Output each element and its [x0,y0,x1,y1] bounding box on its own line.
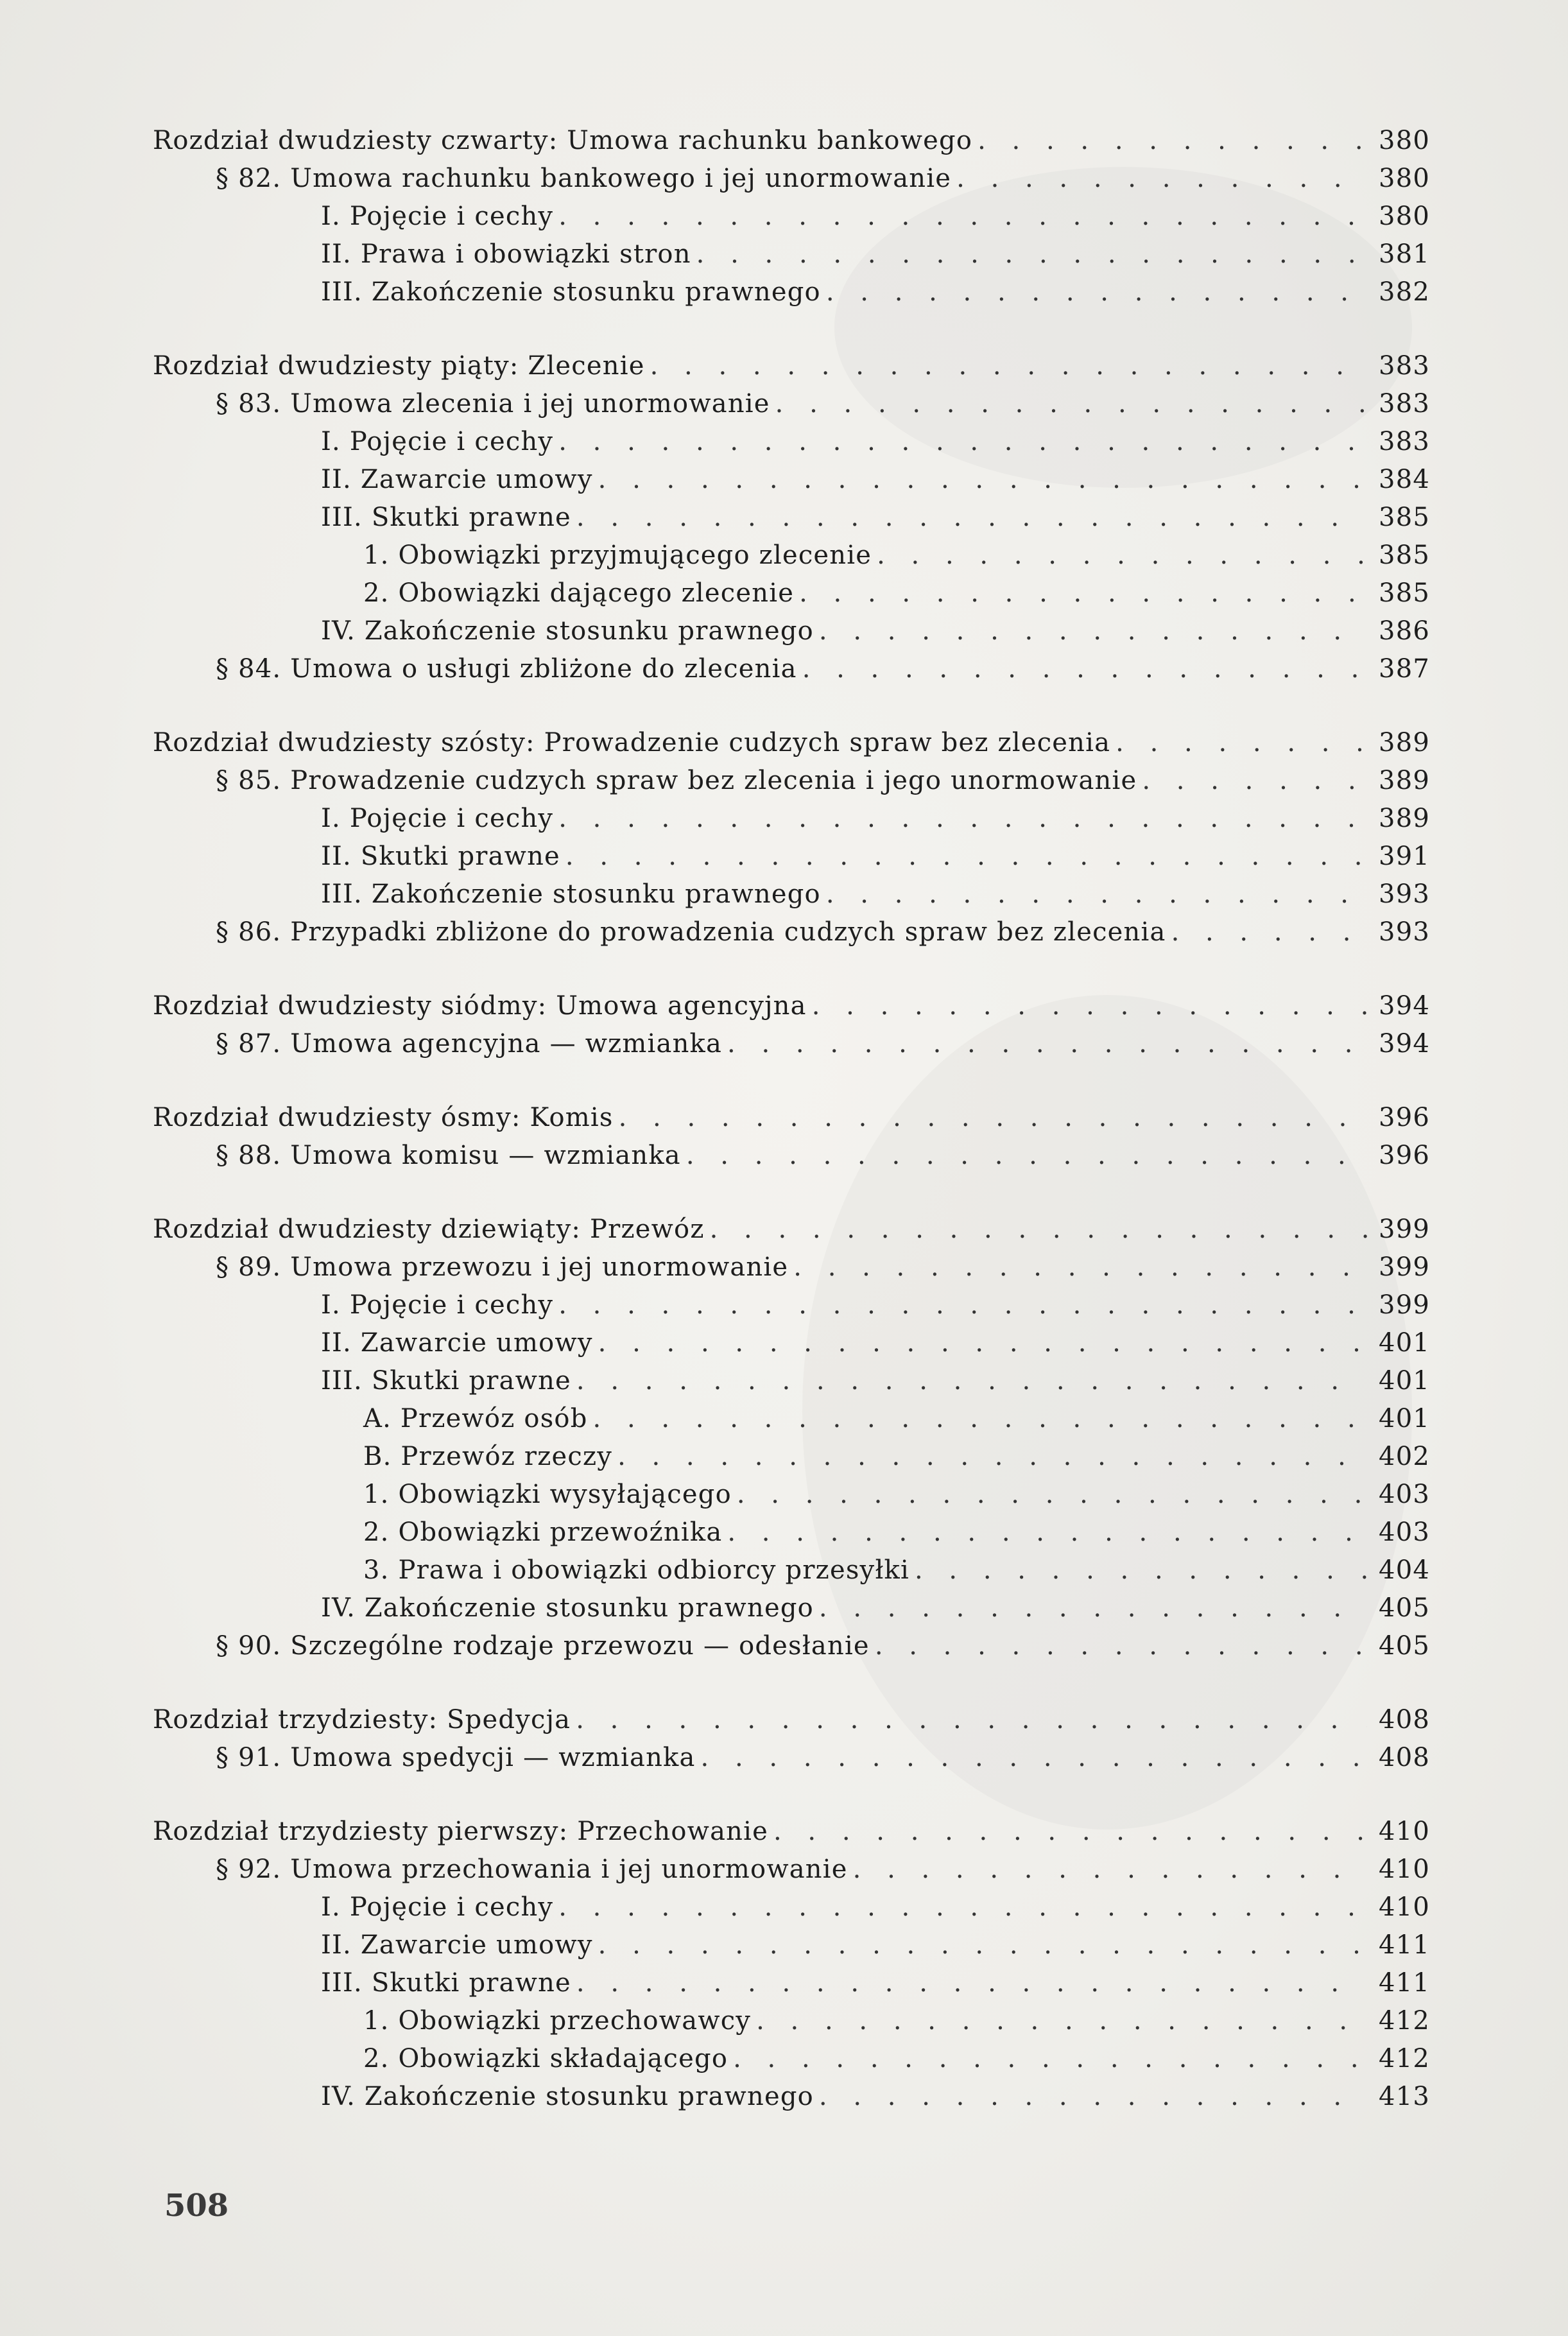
leader-dots [576,1366,1367,1396]
toc-entry-page: 411 [1379,1930,1430,1960]
leader-dots [576,1968,1367,1998]
toc-entry-title: II. Zawarcie umowy [321,465,593,494]
toc-entry-page: 399 [1379,1290,1430,1320]
toc-entry-title: I. Pojęcie i cechy [321,1892,554,1922]
leader-dots [576,503,1367,532]
toc-chapter-entry [153,728,1430,766]
toc-entry [153,465,1430,503]
toc-entry [153,1968,1430,2006]
toc-entry [153,1892,1430,1930]
toc-entry-page: 381 [1379,239,1430,269]
toc-entry [153,2006,1430,2044]
leader-dots [819,2082,1367,2111]
toc-entry [153,1366,1430,1404]
toc-entry-title: Rozdział dwudziesty ósmy: Komis [153,1103,614,1132]
toc-entry-title: § 85. Prowadzenie cudzych spraw bez zlecenia i jego unormowanie [216,766,1137,795]
leader-dots [727,1518,1367,1547]
toc-entry-title: IV. Zakończenie stosunku prawnego [321,2082,814,2111]
leader-dots [819,1593,1367,1623]
toc-entry-page: 408 [1379,1705,1430,1735]
toc-entry-page: 393 [1379,879,1430,909]
leader-dots [875,1631,1367,1661]
toc-entry-page: 386 [1379,616,1430,646]
leader-dots [826,879,1367,909]
toc-entry-page: 396 [1379,1103,1430,1132]
toc-entry-page: 403 [1379,1518,1430,1547]
toc-entry-page: 410 [1379,1855,1430,1884]
toc-entry-title: III. Zakończenie stosunku prawnego [321,277,821,307]
table-of-contents [153,126,1430,2120]
toc-entry [153,2044,1430,2082]
toc-entry-page: 384 [1379,465,1430,494]
leader-dots [978,126,1367,155]
toc-entry [153,1480,1430,1518]
toc-entry [153,1518,1430,1555]
toc-entry-title: II. Zawarcie umowy [321,1328,593,1358]
leader-dots [775,389,1367,419]
toc-entry-title: Rozdział trzydziesty pierwszy: Przechowanie [153,1817,768,1846]
toc-entry-title: I. Pojęcie i cechy [321,804,554,833]
toc-entry [153,1141,1430,1179]
toc-entry-page: 394 [1379,1029,1430,1059]
toc-entry [153,239,1430,277]
toc-entry [153,616,1430,654]
toc-chapter-entry [153,1705,1430,1743]
toc-entry-title: 2. Obowiązki składającego [363,2044,728,2073]
leader-dots [710,1215,1367,1244]
leader-dots [877,541,1367,570]
toc-entry [153,1593,1430,1631]
toc-entry-page: 412 [1379,2044,1430,2073]
toc-entry [153,164,1430,202]
toc-entry-title: Rozdział dwudziesty siódmy: Umowa agencyjna [153,991,807,1021]
toc-entry [153,1328,1430,1366]
toc-entry-title: § 82. Umowa rachunku bankowego i jej unormowanie [216,164,952,193]
toc-entry-page: 380 [1379,126,1430,155]
toc-entry-page: 399 [1379,1252,1430,1282]
toc-entry-title: § 84. Umowa o usługi zbliżone do zlecenia [216,654,797,684]
toc-chapter-entry [153,1103,1430,1141]
toc-entry-page: 401 [1379,1328,1430,1358]
toc-entry-title: I. Pojęcie i cechy [321,427,554,456]
toc-chapter-entry [153,991,1430,1029]
leader-dots [576,1705,1367,1735]
toc-entry-page: 401 [1379,1366,1430,1396]
toc-entry-page: 380 [1379,164,1430,193]
toc-entry-page: 391 [1379,842,1430,871]
toc-entry-title: § 90. Szczególne rodzaje przewozu — odesłanie [216,1631,870,1661]
toc-entry-title: 1. Obowiązki przyjmującego zlecenie [363,541,872,570]
toc-entry-page: 393 [1379,917,1430,947]
toc-entry-title: Rozdział trzydziesty: Spedycja [153,1705,571,1735]
toc-entry [153,389,1430,427]
leader-dots [558,1290,1367,1320]
toc-entry-page: 401 [1379,1404,1430,1433]
leader-dots [812,991,1367,1021]
toc-chapter-entry [153,1817,1430,1855]
leader-dots [686,1141,1367,1170]
toc-entry [153,1631,1430,1669]
toc-entry-page: 389 [1379,804,1430,833]
toc-entry-title: Rozdział dwudziesty szósty: Prowadzenie cudzych spraw bez zlecenia [153,728,1111,757]
toc-entry-title: 3. Prawa i obowiązki odbiorcy przesyłki [363,1555,909,1585]
toc-entry [153,1930,1430,1968]
leader-dots [1171,917,1367,947]
toc-entry-title: § 88. Umowa komisu — wzmianka [216,1141,681,1170]
toc-entry-title: § 91. Umowa spedycji — wzmianka [216,1743,696,1772]
toc-entry [153,503,1430,541]
leader-dots [727,1029,1367,1059]
toc-entry [153,917,1430,955]
leader-dots [793,1252,1367,1282]
toc-entry-title: Rozdział dwudziesty czwarty: Umowa rachunku bankowego [153,126,973,155]
toc-entry-title: I. Pojęcie i cechy [321,1290,554,1320]
toc-entry-page: 385 [1379,578,1430,608]
leader-dots [598,1328,1367,1358]
leader-dots [558,1892,1367,1922]
page-number: 508 [164,2188,229,2224]
toc-entry-page: 383 [1379,427,1430,456]
toc-entry-page: 403 [1379,1480,1430,1509]
leader-dots [799,578,1367,608]
toc-entry-title: II. Prawa i obowiązki stron [321,239,691,269]
leader-dots [558,202,1367,231]
toc-entry-page: 380 [1379,202,1430,231]
toc-entry [153,277,1430,315]
leader-dots [598,1930,1367,1960]
leader-dots [558,804,1367,833]
toc-entry [153,804,1430,842]
leader-dots [593,1404,1367,1433]
toc-entry-title: § 92. Umowa przechowania i jej unormowanie [216,1855,848,1884]
toc-entry [153,1029,1430,1067]
toc-entry [153,578,1430,616]
toc-entry-page: 402 [1379,1442,1430,1471]
toc-entry-page: 382 [1379,277,1430,307]
leader-dots [826,277,1367,307]
toc-entry [153,1743,1430,1781]
toc-entry-title: B. Przewóz rzeczy [363,1442,613,1471]
leader-dots [701,1743,1367,1772]
toc-entry-page: 405 [1379,1593,1430,1623]
leader-dots [565,842,1367,871]
toc-entry-page: 396 [1379,1141,1430,1170]
toc-entry-title: 2. Obowiązki przewoźnika [363,1518,723,1547]
toc-chapter-entry [153,126,1430,164]
leader-dots [617,1442,1367,1471]
toc-entry-page: 412 [1379,2006,1430,2036]
toc-entry [153,1252,1430,1290]
toc-entry-title: III. Skutki prawne [321,1968,571,1998]
leader-dots [650,351,1367,381]
leader-dots [756,2006,1367,2036]
toc-entry [153,1855,1430,1892]
toc-entry-title: Rozdział dwudziesty dziewiąty: Przewóz [153,1215,705,1244]
toc-entry-page: 389 [1379,766,1430,795]
toc-entry-page: 410 [1379,1817,1430,1846]
toc-entry-page: 408 [1379,1743,1430,1772]
leader-dots [819,616,1367,646]
toc-entry-page: 404 [1379,1555,1430,1585]
toc-entry [153,202,1430,239]
toc-entry-title: Rozdział dwudziesty piąty: Zlecenie [153,351,645,381]
toc-entry [153,654,1430,692]
toc-entry-page: 410 [1379,1892,1430,1922]
toc-entry-title: IV. Zakończenie stosunku prawnego [321,616,814,646]
toc-entry-title: 1. Obowiązki wysyłającego [363,1480,732,1509]
toc-entry [153,879,1430,917]
toc-entry [153,1290,1430,1328]
toc-entry-page: 383 [1379,389,1430,419]
leader-dots [737,1480,1367,1509]
leader-dots [696,239,1367,269]
toc-entry-title: I. Pojęcie i cechy [321,202,554,231]
toc-entry-title: II. Skutki prawne [321,842,560,871]
toc-entry [153,541,1430,578]
toc-entry-title: II. Zawarcie umowy [321,1930,593,1960]
toc-entry-page: 399 [1379,1215,1430,1244]
toc-entry-page: 411 [1379,1968,1430,1998]
toc-entry-title: § 87. Umowa agencyjna — wzmianka [216,1029,723,1059]
leader-dots [853,1855,1367,1884]
toc-entry-title: § 86. Przypadki zbliżone do prowadzenia cudzych spraw bez zlecenia [216,917,1166,947]
toc-entry-title: 2. Obowiązki dającego zlecenie [363,578,795,608]
toc-entry-page: 387 [1379,654,1430,684]
toc-entry [153,1555,1430,1593]
leader-dots [558,427,1367,456]
toc-entry [153,1404,1430,1442]
toc-entry-page: 405 [1379,1631,1430,1661]
leader-dots [802,654,1367,684]
leader-dots [733,2044,1367,2073]
toc-chapter-entry [153,1215,1430,1252]
leader-dots [773,1817,1367,1846]
toc-entry-page: 385 [1379,503,1430,532]
toc-entry-title: A. Przewóz osób [363,1404,588,1433]
toc-entry-page: 413 [1379,2082,1430,2111]
toc-entry-page: 385 [1379,541,1430,570]
toc-entry-page: 394 [1379,991,1430,1021]
toc-entry-title: III. Skutki prawne [321,1366,571,1396]
leader-dots [1142,766,1367,795]
toc-entry-title: III. Zakończenie stosunku prawnego [321,879,821,909]
leader-dots [1116,728,1367,757]
toc-entry-title: III. Skutki prawne [321,503,571,532]
leader-dots [915,1555,1367,1585]
toc-entry-title: IV. Zakończenie stosunku prawnego [321,1593,814,1623]
leader-dots [619,1103,1367,1132]
toc-chapter-entry [153,351,1430,389]
toc-entry [153,842,1430,879]
toc-entry-title: § 83. Umowa zlecenia i jej unormowanie [216,389,770,419]
toc-entry-page: 383 [1379,351,1430,381]
toc-entry [153,1442,1430,1480]
toc-entry [153,427,1430,465]
toc-entry-title: 1. Obowiązki przechowawcy [363,2006,752,2036]
toc-entry [153,766,1430,804]
leader-dots [598,465,1367,494]
toc-entry-page: 389 [1379,728,1430,757]
toc-entry [153,2082,1430,2120]
leader-dots [956,164,1367,193]
toc-entry-title: § 89. Umowa przewozu i jej unormowanie [216,1252,789,1282]
